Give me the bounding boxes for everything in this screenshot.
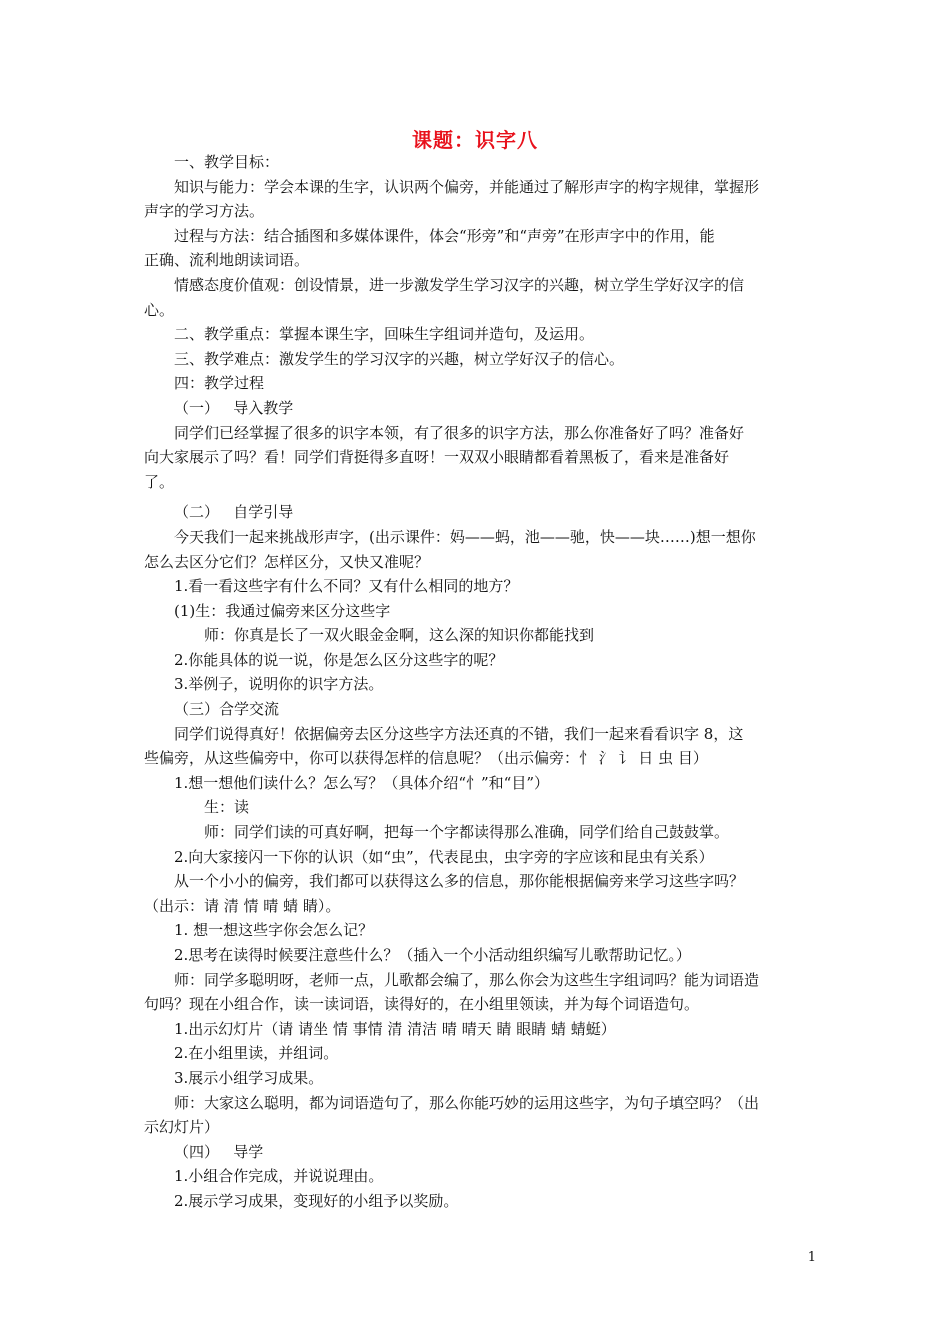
- text-line: 正确、流利地朗读词语。: [144, 251, 310, 270]
- text-line: 2.展示学习成果，变现好的小组予以奖励。: [174, 1191, 459, 1210]
- text-line: 1.看一看这些字有什么不同？又有什么相同的地方？: [174, 577, 519, 596]
- text-line: 师：大家这么聪明，都为词语造句了，那么你能巧妙的运用这些字，为句子填空吗？（出: [174, 1093, 760, 1112]
- text-line: 3.举例子，说明你的识字方法。: [174, 675, 384, 694]
- text-line: 同学们说得真好！依据偏旁去区分这些字方法还真的不错，我们一起来看看识字 8，这: [174, 724, 744, 743]
- text-line: 二、教学重点：掌握本课生字，回味生字组词并造句，及运用。: [174, 325, 595, 344]
- text-line: 师：同学多聪明呀，老师一点，儿歌都会编了，那么你会为这些生字组词吗？能为词语造: [174, 970, 760, 989]
- text-line: 2.思考在读得时候要注意些什么？（插入一个小活动组织编写儿歌帮助记忆。）: [174, 946, 691, 964]
- text-line: （四） 导学: [174, 1142, 264, 1161]
- page-number: 1: [807, 1250, 816, 1265]
- text-line: 师：同学们读的可真好啊，把每一个字都读得那么准确，同学们给自己鼓鼓掌。: [204, 823, 730, 842]
- text-line: 句吗？现在小组合作，读一读词语，读得好的，在小组里领读，并为每个词语造句。: [144, 995, 700, 1014]
- text-line: 2.在小组里读，并组词。: [174, 1044, 339, 1063]
- text-line: 3.展示小组学习成果。: [174, 1068, 324, 1087]
- text-line: 同学们已经掌握了很多的识字本领，有了很多的识字方法，那么你准备好了吗？准备好: [174, 423, 745, 442]
- text-line: 从一个小小的偏旁，我们都可以获得这么多的信息，那你能根据偏旁来学习这些字吗？: [174, 872, 745, 891]
- text-line: 2.你能具体的说一说，你是怎么区分这些字的呢？: [174, 650, 504, 669]
- text-line: 三、教学难点：激发学生的学习汉字的兴趣，树立学好汉子的信心。: [174, 349, 625, 368]
- text-line: （三）合学交流: [174, 700, 280, 719]
- text-line: (1)生：我通过偏旁来区分这些字: [174, 601, 391, 620]
- text-line: （二） 自学引导: [174, 503, 294, 522]
- text-line: 1. 想一想这些字你会怎么记？: [174, 921, 374, 940]
- text-line: 心。: [144, 300, 175, 319]
- text-line: 今天我们一起来挑战形声字，(出示课件：妈——蚂，池——驰，快——块……)想一想你: [174, 527, 756, 546]
- text-line: 知识与能力：学会本课的生字，认识两个偏旁，并能通过了解形声字的构字规律，掌握形: [174, 177, 760, 196]
- text-line: 了。: [144, 472, 175, 491]
- page-title: 课题：识字八: [412, 128, 538, 152]
- text-line: 情感态度价值观：创设情景，进一步激发学生学习汉字的兴趣，树立学生学好汉字的信: [174, 275, 745, 294]
- text-line: （出示：请 清 情 晴 蜻 睛）。: [144, 896, 341, 915]
- text-line: 向大家展示了吗？看！同学们背挺得多直呀！一双双小眼睛都看着黑板了，看来是准备好: [144, 448, 730, 467]
- text-line: 师：你真是长了一双火眼金金啊，这么深的知识你都能找到: [204, 626, 595, 645]
- text-line: 生：读: [204, 798, 250, 817]
- text-line: 些偏旁，从这些偏旁中，你可以获得怎样的信息呢？（出示偏旁：忄 氵 讠 日 虫 目）: [144, 749, 708, 768]
- lesson-plan-body: [144, 150, 810, 1214]
- text-line: 一、教学目标：: [174, 153, 280, 171]
- text-line: 2.向大家接闪一下你的认识（如“虫”，代表昆虫，虫字旁的字应该和昆虫有关系）: [174, 847, 714, 866]
- text-line: 1.想一想他们读什么？怎么写？（具体介绍“忄”和“目”）: [174, 773, 549, 792]
- text-line: 过程与方法：结合插图和多媒体课件，体会“形旁”和“声旁”在形声字中的作用，能: [174, 226, 715, 245]
- text-line: 1.小组合作完成，并说说理由。: [174, 1167, 384, 1186]
- text-line: 声字的学习方法。: [144, 202, 265, 221]
- text-line: 示幻灯片）: [144, 1118, 220, 1137]
- text-line: 四：教学过程: [174, 374, 265, 393]
- text-line: 1.出示幻灯片（请 请坐 情 事情 清 清洁 晴 晴天 睛 眼睛 蜻 蜻蜓）: [174, 1019, 616, 1038]
- text-line: 怎么去区分它们？怎样区分，又快又准呢？: [144, 552, 430, 571]
- text-line: （一） 导入教学: [174, 398, 294, 417]
